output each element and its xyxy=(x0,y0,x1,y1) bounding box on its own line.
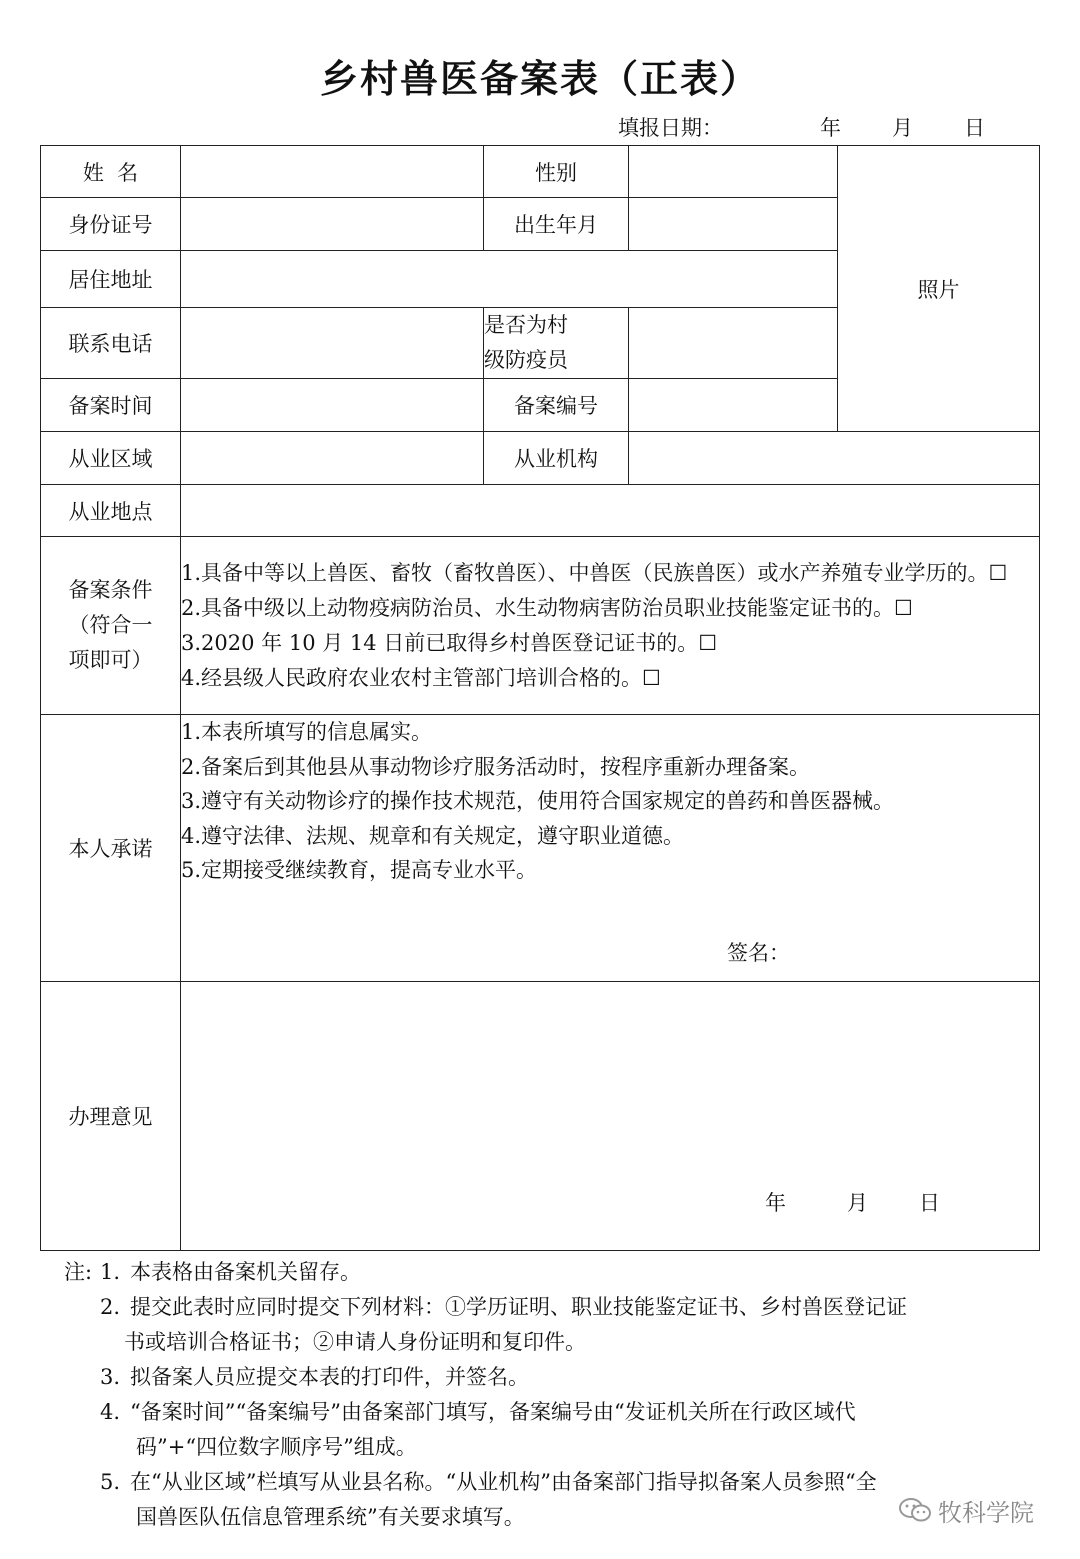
conditions-label xyxy=(41,537,181,715)
note-item-1 xyxy=(64,1255,1024,1290)
condition-item[interactable]: 1.具备中等以上兽医、畜牧（畜牧兽医）、中兽医（民族兽医）或水产养殖专业学历的。☐ xyxy=(181,560,1008,585)
id-field[interactable] xyxy=(181,198,484,251)
note-number: 2. xyxy=(100,1295,121,1319)
note-item-3 xyxy=(64,1360,1024,1395)
area-field[interactable] xyxy=(181,432,484,485)
fill-date-year: 年 xyxy=(820,116,841,140)
gender-field[interactable] xyxy=(629,146,838,198)
village-label-line-2: 级防疫员 xyxy=(484,348,568,372)
watermark xyxy=(898,1492,1034,1528)
fill-date-label: 填报日期： xyxy=(618,116,723,140)
org-field[interactable] xyxy=(629,432,1040,485)
note-line: 提交此表时应同时提交下列材料：①学历证明、职业技能鉴定证书、乡村兽医登记证 xyxy=(130,1295,907,1319)
document-title: 乡村兽医备案表（正表） xyxy=(319,57,760,101)
conditions-list xyxy=(181,537,1040,715)
address-label: 居住地址 xyxy=(41,251,181,308)
note-item-4 xyxy=(64,1395,1024,1465)
note-number: 1. xyxy=(100,1260,121,1284)
village-field[interactable] xyxy=(629,308,838,379)
phone-label: 联系电话 xyxy=(41,308,181,379)
area-label: 从业区域 xyxy=(41,432,181,485)
wechat-icon xyxy=(898,1497,932,1523)
name-field[interactable] xyxy=(181,146,484,198)
condition-item[interactable]: 3.2020 年 10 月 14 日前已取得乡村兽医登记证书的。☐ xyxy=(181,630,718,655)
record-form-table xyxy=(40,145,1040,1251)
record-no-label: 备案编号 xyxy=(484,379,629,432)
fill-date-month: 月 xyxy=(892,116,913,140)
promise-item: 1.本表所填写的信息属实。 xyxy=(181,720,433,744)
note-line: 书或培训合格证书；②申请人身份证明和复印件。 xyxy=(124,1330,586,1354)
fill-date-day: 日 xyxy=(964,116,985,140)
promise-list xyxy=(181,715,1040,982)
village-label-line-1: 是否为村 xyxy=(484,313,568,337)
condition-item[interactable]: 4.经县级人民政府农业农村主管部门培训合格的。☐ xyxy=(181,665,661,690)
notes-head: 注: xyxy=(64,1260,93,1284)
promise-item: 3.遵守有关动物诊疗的操作技术规范，使用符合国家规定的兽药和兽医器械。 xyxy=(181,789,895,813)
record-no-field[interactable] xyxy=(629,379,838,432)
condition-item[interactable]: 2.具备中级以上动物疫病防治员、水生动物病害防治员职业技能鉴定证书的。☐ xyxy=(181,595,913,620)
note-line: 国兽医队伍信息管理系统”有关要求填写。 xyxy=(136,1505,525,1529)
note-line: “备案时间”“备案编号”由备案部门填写，备案编号由“发证机关所在行政区域代 xyxy=(130,1400,856,1424)
conditions-label-line-1: 备案条件 xyxy=(68,578,153,602)
record-time-field[interactable] xyxy=(181,379,484,432)
address-field[interactable] xyxy=(181,251,838,308)
opinion-year: 年 xyxy=(765,1191,786,1215)
photo-box[interactable] xyxy=(838,146,1040,432)
org-label: 从业机构 xyxy=(484,432,629,485)
note-line: 拟备案人员应提交本表的打印件，并签名。 xyxy=(130,1365,529,1389)
note-line: 码”+“四位数字顺序号”组成。 xyxy=(136,1435,417,1459)
birth-field[interactable] xyxy=(629,198,838,251)
place-label: 从业地点 xyxy=(41,485,181,537)
conditions-label-line-3: 项即可） xyxy=(68,648,153,672)
village-label xyxy=(484,308,629,379)
note-number: 4. xyxy=(100,1400,121,1424)
promise-item: 2.备案后到其他县从事动物诊疗服务活动时，按程序重新办理备案。 xyxy=(181,754,811,779)
gender-label: 性别 xyxy=(484,146,629,198)
promise-item: 4.遵守法律、法规、规章和有关规定，遵守职业道德。 xyxy=(181,823,685,848)
id-label: 身份证号 xyxy=(41,198,181,251)
note-item-2 xyxy=(64,1290,1024,1360)
opinion-field[interactable] xyxy=(181,982,1040,1251)
name-label: 姓 名 xyxy=(41,146,181,198)
notes-section xyxy=(64,1255,1024,1535)
note-line: 在“从业区域”栏填写从业县名称。“从业机构”由备案部门指导拟备案人员参照“全 xyxy=(130,1470,877,1494)
note-number: 5. xyxy=(100,1470,121,1494)
promise-item: 5.定期接受继续教育，提高专业水平。 xyxy=(181,858,538,882)
note-item-5 xyxy=(64,1465,1024,1535)
conditions-label-line-2: （符合一 xyxy=(68,613,153,637)
birth-label: 出生年月 xyxy=(484,198,629,251)
note-line: 本表格由备案机关留存。 xyxy=(130,1260,361,1284)
photo-label: 照片 xyxy=(917,277,960,302)
place-field[interactable] xyxy=(181,485,1040,537)
opinion-month: 月 xyxy=(847,1191,868,1215)
opinion-label: 办理意见 xyxy=(41,982,181,1251)
signature-label: 签名： xyxy=(727,941,790,965)
promise-label: 本人承诺 xyxy=(41,715,181,982)
record-time-label: 备案时间 xyxy=(41,379,181,432)
opinion-day: 日 xyxy=(919,1191,940,1215)
phone-field[interactable] xyxy=(181,308,484,379)
watermark-text: 牧科学院 xyxy=(938,1498,1034,1527)
note-number: 3. xyxy=(100,1365,121,1389)
